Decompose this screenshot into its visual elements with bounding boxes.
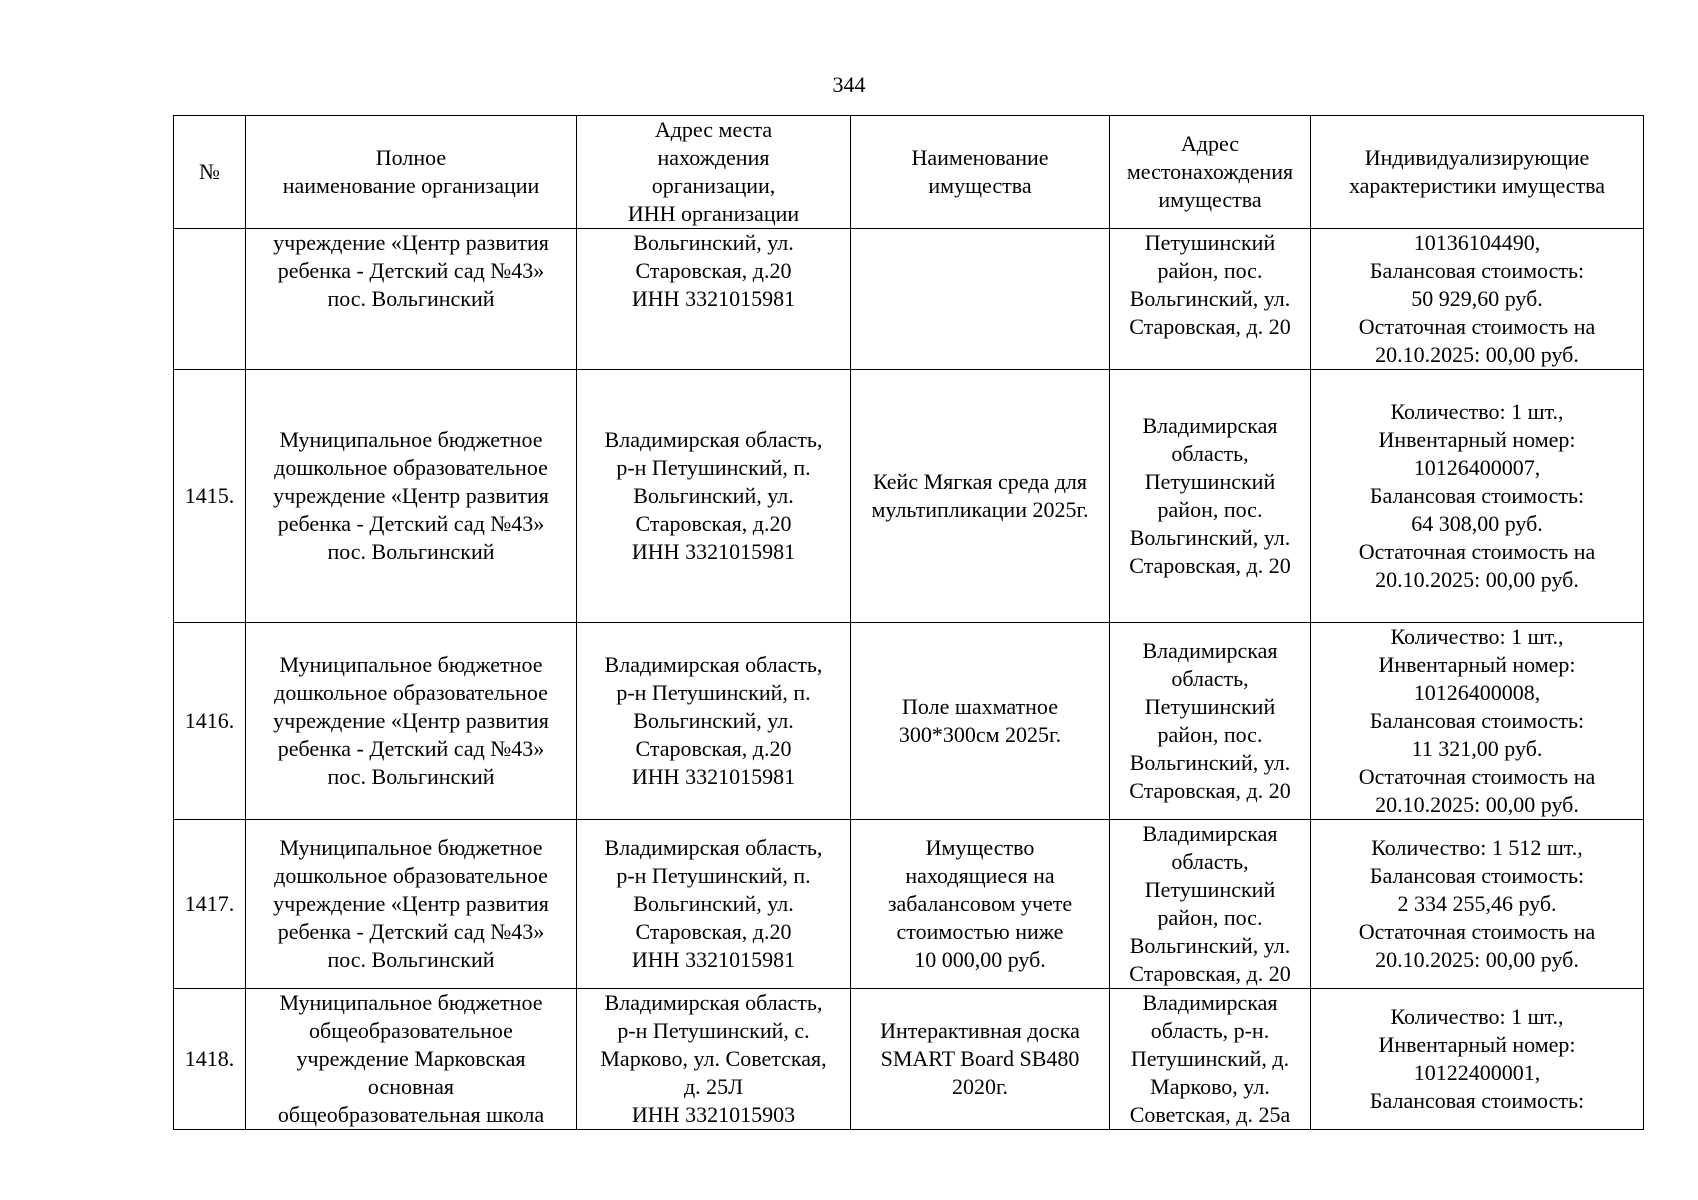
row-property-name: Кейс Мягкая среда для мультипликации 2025г. (851, 370, 1110, 623)
row-property-address: Владимирская область, Петушинский район, пос. Вольгинский, ул. Старовская, д. 20 (1110, 820, 1311, 989)
property-registry-table (173, 115, 1644, 1130)
header-org-address: Адрес места нахождения организации, ИНН организации (577, 116, 851, 229)
row-org-name: Муниципальное бюджетное общеобразовательное учреждение Марковская основная общеобразовательная школа (246, 989, 577, 1130)
row-characteristics: Количество: 1 512 шт., Балансовая стоимость: 2 334 255,46 руб. Остаточная стоимость на 20.10.2025: 00,00 руб. (1311, 820, 1644, 989)
row-property-name: Интерактивная доска SMART Board SB480 2020г. (851, 989, 1110, 1130)
row-property-address: Петушинский район, пос. Вольгинский, ул. Старовская, д. 20 (1110, 229, 1311, 370)
row-org-address: Владимирская область, р-н Петушинский, п. Вольгинский, ул. Старовская, д.20 ИНН 3321015981 (577, 820, 851, 989)
row-property-name: Поле шахматное 300*300см 2025г. (851, 623, 1110, 820)
table-row (174, 623, 1644, 820)
page-number: 344 (832, 72, 866, 97)
header-org-name: Полное наименование организации (246, 116, 577, 229)
header-num: № (174, 116, 246, 229)
row-org-address: Владимирская область, р-н Петушинский, п. Вольгинский, ул. Старовская, д.20 ИНН 3321015981 (577, 623, 851, 820)
table-row (174, 989, 1644, 1130)
row-org-address: Вольгинский, ул. Старовская, д.20 ИНН 3321015981 (577, 229, 851, 370)
row-num: 1416. (174, 623, 246, 820)
row-num: 1415. (174, 370, 246, 623)
header-property-name: Наименование имущества (851, 116, 1110, 229)
table-header-row (174, 116, 1644, 229)
row-property-address: Владимирская область, Петушинский район, пос. Вольгинский, ул. Старовская, д. 20 (1110, 370, 1311, 623)
row-org-address: Владимирская область, р-н Петушинский, с. Марково, ул. Советская, д. 25Л ИНН 3321015903 (577, 989, 851, 1130)
row-org-name: учреждение «Центр развития ребенка - Детский сад №43» пос. Вольгинский (246, 229, 577, 370)
row-num: 1417. (174, 820, 246, 989)
table-row (174, 820, 1644, 989)
row-characteristics: Количество: 1 шт., Инвентарный номер: 10126400007, Балансовая стоимость: 64 308,00 руб. Остаточная стоимость на 20.10.2025: 00,00 руб. (1311, 370, 1644, 623)
header-property-address: Адрес местонахождения имущества (1110, 116, 1311, 229)
table-row (174, 370, 1644, 623)
row-num: 1418. (174, 989, 246, 1130)
header-characteristics: Индивидуализирующие характеристики имущества (1311, 116, 1644, 229)
row-org-name: Муниципальное бюджетное дошкольное образовательное учреждение «Центр развития ребенка - Детский сад №43» пос. Вольгинский (246, 370, 577, 623)
row-characteristics: Количество: 1 шт., Инвентарный номер: 10126400008, Балансовая стоимость: 11 321,00 руб. Остаточная стоимость на 20.10.2025: 00,00 руб. (1311, 623, 1644, 820)
row-org-address: Владимирская область, р-н Петушинский, п. Вольгинский, ул. Старовская, д.20 ИНН 3321015981 (577, 370, 851, 623)
table-row (174, 229, 1644, 370)
row-org-name: Муниципальное бюджетное дошкольное образовательное учреждение «Центр развития ребенка - Детский сад №43» пос. Вольгинский (246, 623, 577, 820)
row-num (174, 229, 246, 370)
row-org-name: Муниципальное бюджетное дошкольное образовательное учреждение «Центр развития ребенка - Детский сад №43» пос. Вольгинский (246, 820, 577, 989)
row-property-name (851, 229, 1110, 370)
row-property-address: Владимирская область, р-н. Петушинский, д. Марково, ул. Советская, д. 25а (1110, 989, 1311, 1130)
row-characteristics: 10136104490, Балансовая стоимость: 50 929,60 руб. Остаточная стоимость на 20.10.2025: 00,00 руб. (1311, 229, 1644, 370)
row-property-address: Владимирская область, Петушинский район, пос. Вольгинский, ул. Старовская, д. 20 (1110, 623, 1311, 820)
row-property-name: Имущество находящиеся на забалансовом учете стоимостью ниже 10 000,00 руб. (851, 820, 1110, 989)
row-characteristics: Количество: 1 шт., Инвентарный номер: 10122400001, Балансовая стоимость: (1311, 989, 1644, 1130)
